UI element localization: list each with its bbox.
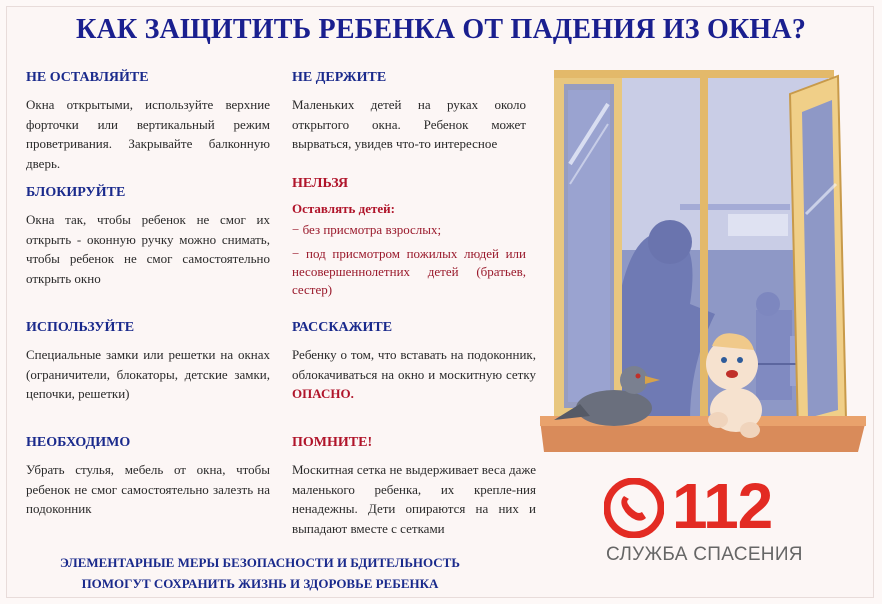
text-remember: Москитная сетка не выдерживает веса даже маленького ребенка, их крепле-ния ненадежны. Дети опираются на них и выпадают вместе с сетками xyxy=(292,462,536,536)
block-forbidden xyxy=(292,176,526,305)
block-tell xyxy=(292,320,536,404)
text-use: Специальные замки или решетки на окнах (ограничители, блокаторы, детские замки, цепочки, решетки) xyxy=(26,347,270,401)
block-remember xyxy=(292,435,536,538)
block-use xyxy=(26,320,270,404)
heading-do-not-leave: НЕ ОСТАВЛЯЙТЕ xyxy=(26,70,149,85)
block-lock xyxy=(26,185,270,288)
block-do-not-hold xyxy=(292,70,526,154)
heading-do-not-hold: НЕ ДЕРЖИТЕ xyxy=(292,70,387,85)
forbidden-item-2: − под присмотром пожилых людей или несовершеннолетних детей (братьев, сестер) xyxy=(292,246,526,297)
text-tell-danger: ОПАСНО. xyxy=(292,386,354,401)
text-do-not-hold: Маленьких детей на руках около открытого окна. Ребенок может вырваться, увидев что-то интересное xyxy=(292,97,526,151)
block-necessary xyxy=(26,435,270,519)
heading-remember: ПОМНИТЕ! xyxy=(292,435,373,450)
forbidden-subheading: Оставлять детей: xyxy=(292,201,395,216)
text-do-not-leave: Окна открытыми, используйте верхние форточки или вертикальный режим проветривания. Закрывайте балконную дверь. xyxy=(26,97,270,171)
text-lock: Окна так, чтобы ребенок не смог их открыть - оконную ручку можно снимать, чтобы ребенок не смог самостоятельно открыть окно xyxy=(26,212,270,286)
emergency-112-logo xyxy=(604,470,804,574)
emergency-number: 112 xyxy=(672,470,773,542)
emergency-caption: СЛУЖБА СПАСЕНИЯ xyxy=(606,544,803,565)
forbidden-item-1: − без присмотра взрослых; xyxy=(292,222,442,237)
heading-use: ИСПОЛЬЗУЙТЕ xyxy=(26,320,135,335)
text-tell xyxy=(292,345,536,404)
poster-title: КАК ЗАЩИТИТЬ РЕБЕНКА ОТ ПАДЕНИЯ ИЗ ОКНА? xyxy=(75,14,807,45)
text-tell-body: Ребенку о том, что вставать на подоконник, облокачиваться на окно и москитную сетку xyxy=(292,347,536,382)
phone-icon xyxy=(604,478,664,538)
footer-line-2: ПОМОГУТ СОХРАНИТЬ ЖИЗНЬ И ЗДОРОВЬЕ РЕБЕНКА xyxy=(81,576,439,591)
heading-tell: РАССКАЖИТЕ xyxy=(292,320,393,335)
text-necessary: Убрать стулья, мебель от окна, чтобы ребенок не смог самостоятельно залезть на подоконник xyxy=(26,462,270,516)
open-window-illustration xyxy=(540,64,866,456)
heading-necessary: НЕОБХОДИМО xyxy=(26,435,131,450)
heading-lock: БЛОКИРУЙТЕ xyxy=(26,185,126,200)
block-do-not-leave xyxy=(26,70,270,173)
heading-forbidden: НЕЛЬЗЯ xyxy=(292,176,349,191)
footer-slogan xyxy=(20,552,500,594)
footer-line-1: ЭЛЕМЕНТАРНЫЕ МЕРЫ БЕЗОПАСНОСТИ И БДИТЕЛЬНОСТЬ xyxy=(60,555,460,570)
